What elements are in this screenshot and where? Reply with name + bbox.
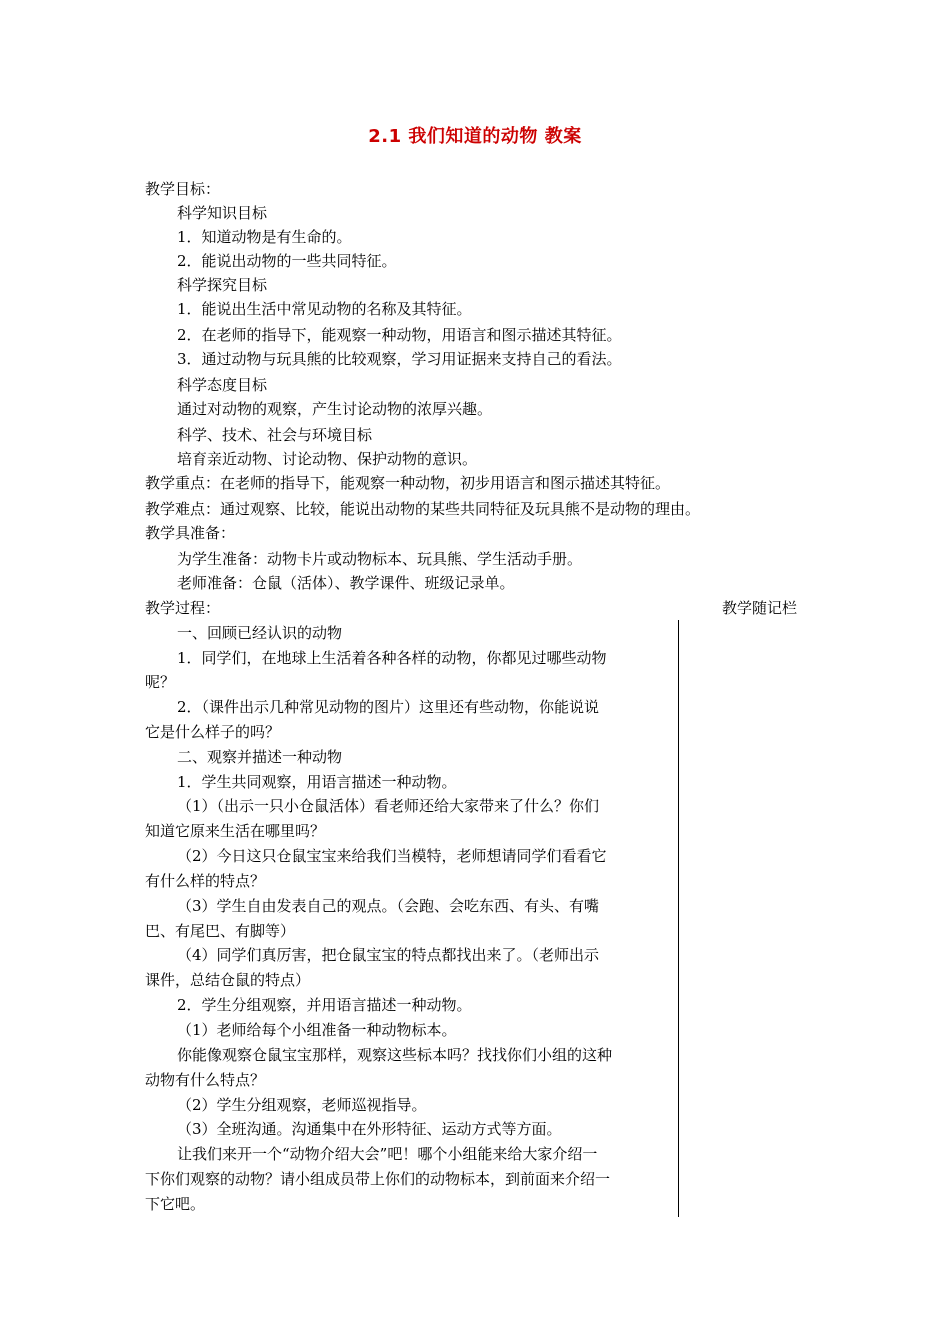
inquiry-item-3: 3．通过动物与玩具熊的比较观察，学习用证据来支持自己的看法。 (177, 350, 622, 368)
preparation-teacher: 老师准备：仓鼠（活体）、教学课件、班级记录单。 (177, 574, 515, 592)
objectives-heading: 教学目标： (145, 180, 221, 198)
process-line: 一、回顾已经认识的动物 (177, 624, 343, 642)
process-line: （2）学生分组观察，老师巡视指导。 (177, 1096, 427, 1114)
process-line: 1．学生共同观察，用语言描述一种动物。 (177, 773, 457, 791)
process-line: （3）全班沟通。沟通集中在外形特征、运动方式等方面。 (177, 1120, 562, 1138)
inquiry-item-1: 1．能说出生活中常见动物的名称及其特征。 (177, 300, 472, 318)
sts-item-1: 培育亲近动物、讨论动物、保护动物的意识。 (177, 450, 478, 468)
process-line: （2）今日这只仓鼠宝宝来给我们当模特，老师想请同学们看看它 (177, 847, 607, 865)
preparation-students: 为学生准备：动物卡片或动物标本、玩具熊、学生活动手册。 (177, 550, 583, 568)
process-line: 让我们来开一个“动物介绍大会”吧！哪个小组能来给大家介绍一 (177, 1145, 598, 1163)
notes-column-heading: 教学随记栏 (722, 599, 798, 617)
knowledge-item-1: 1．知道动物是有生命的。 (177, 228, 352, 246)
process-line: 下它吧。 (145, 1195, 206, 1213)
process-line: 巴、有尾巴、有脚等） (145, 922, 296, 940)
process-line: （3）学生自由发表自己的观点。（会跑、会吃东西、有头、有嘴 (177, 897, 600, 915)
knowledge-heading: 科学知识目标 (177, 204, 268, 222)
difficulty: 教学难点：通过观察、比较，能说出动物的某些共同特征及玩具熊不是动物的理由。 (145, 500, 701, 518)
inquiry-item-2: 2．在老师的指导下，能观察一种动物，用语言和图示描述其特征。 (177, 326, 622, 344)
process-line: 动物有什么特点？ (145, 1071, 266, 1089)
process-line: 课件，总结仓鼠的特点） (145, 971, 311, 989)
process-line: 有什么样的特点？ (145, 872, 266, 890)
sts-heading: 科学、技术、社会与环境目标 (177, 426, 373, 444)
inquiry-heading: 科学探究目标 (177, 276, 268, 294)
attitude-item-1: 通过对动物的观察，产生讨论动物的浓厚兴趣。 (177, 400, 493, 418)
process-line: （1）老师给每个小组准备一种动物标本。 (177, 1021, 457, 1039)
process-line: 2．（课件出示几种常见动物的图片）这里还有些动物，你能说说 (177, 698, 600, 716)
process-line: 下你们观察的动物？请小组成员带上你们的动物标本，到前面来介绍一 (145, 1170, 611, 1188)
process-line: 你能像观察仓鼠宝宝那样，观察这些标本吗？找找你们小组的这种 (177, 1046, 613, 1064)
attitude-heading: 科学态度目标 (177, 376, 268, 394)
process-line: 呢？ (145, 673, 176, 691)
process-line: 它是什么样子的吗？ (145, 723, 281, 741)
notes-column-divider (678, 620, 679, 1217)
process-line: （4）同学们真厉害，把仓鼠宝宝的特点都找出来了。（老师出示 (177, 946, 600, 964)
process-heading: 教学过程： (145, 599, 221, 617)
process-line: 知道它原来生活在哪里吗？ (145, 822, 326, 840)
key-point: 教学重点：在老师的指导下，能观察一种动物，初步用语言和图示描述其特征。 (145, 474, 671, 492)
process-line: 二、观察并描述一种动物 (177, 748, 343, 766)
document-title: 2.1 我们知道的动物 教案 (368, 126, 582, 147)
process-line: （1）（出示一只小仓鼠活体）看老师还给大家带来了什么？你们 (177, 797, 600, 815)
process-line: 1．同学们，在地球上生活着各种各样的动物，你都见过哪些动物 (177, 649, 607, 667)
process-line: 2．学生分组观察，并用语言描述一种动物。 (177, 996, 472, 1014)
knowledge-item-2: 2．能说出动物的一些共同特征。 (177, 252, 397, 270)
preparation-heading: 教学具准备： (145, 524, 236, 542)
